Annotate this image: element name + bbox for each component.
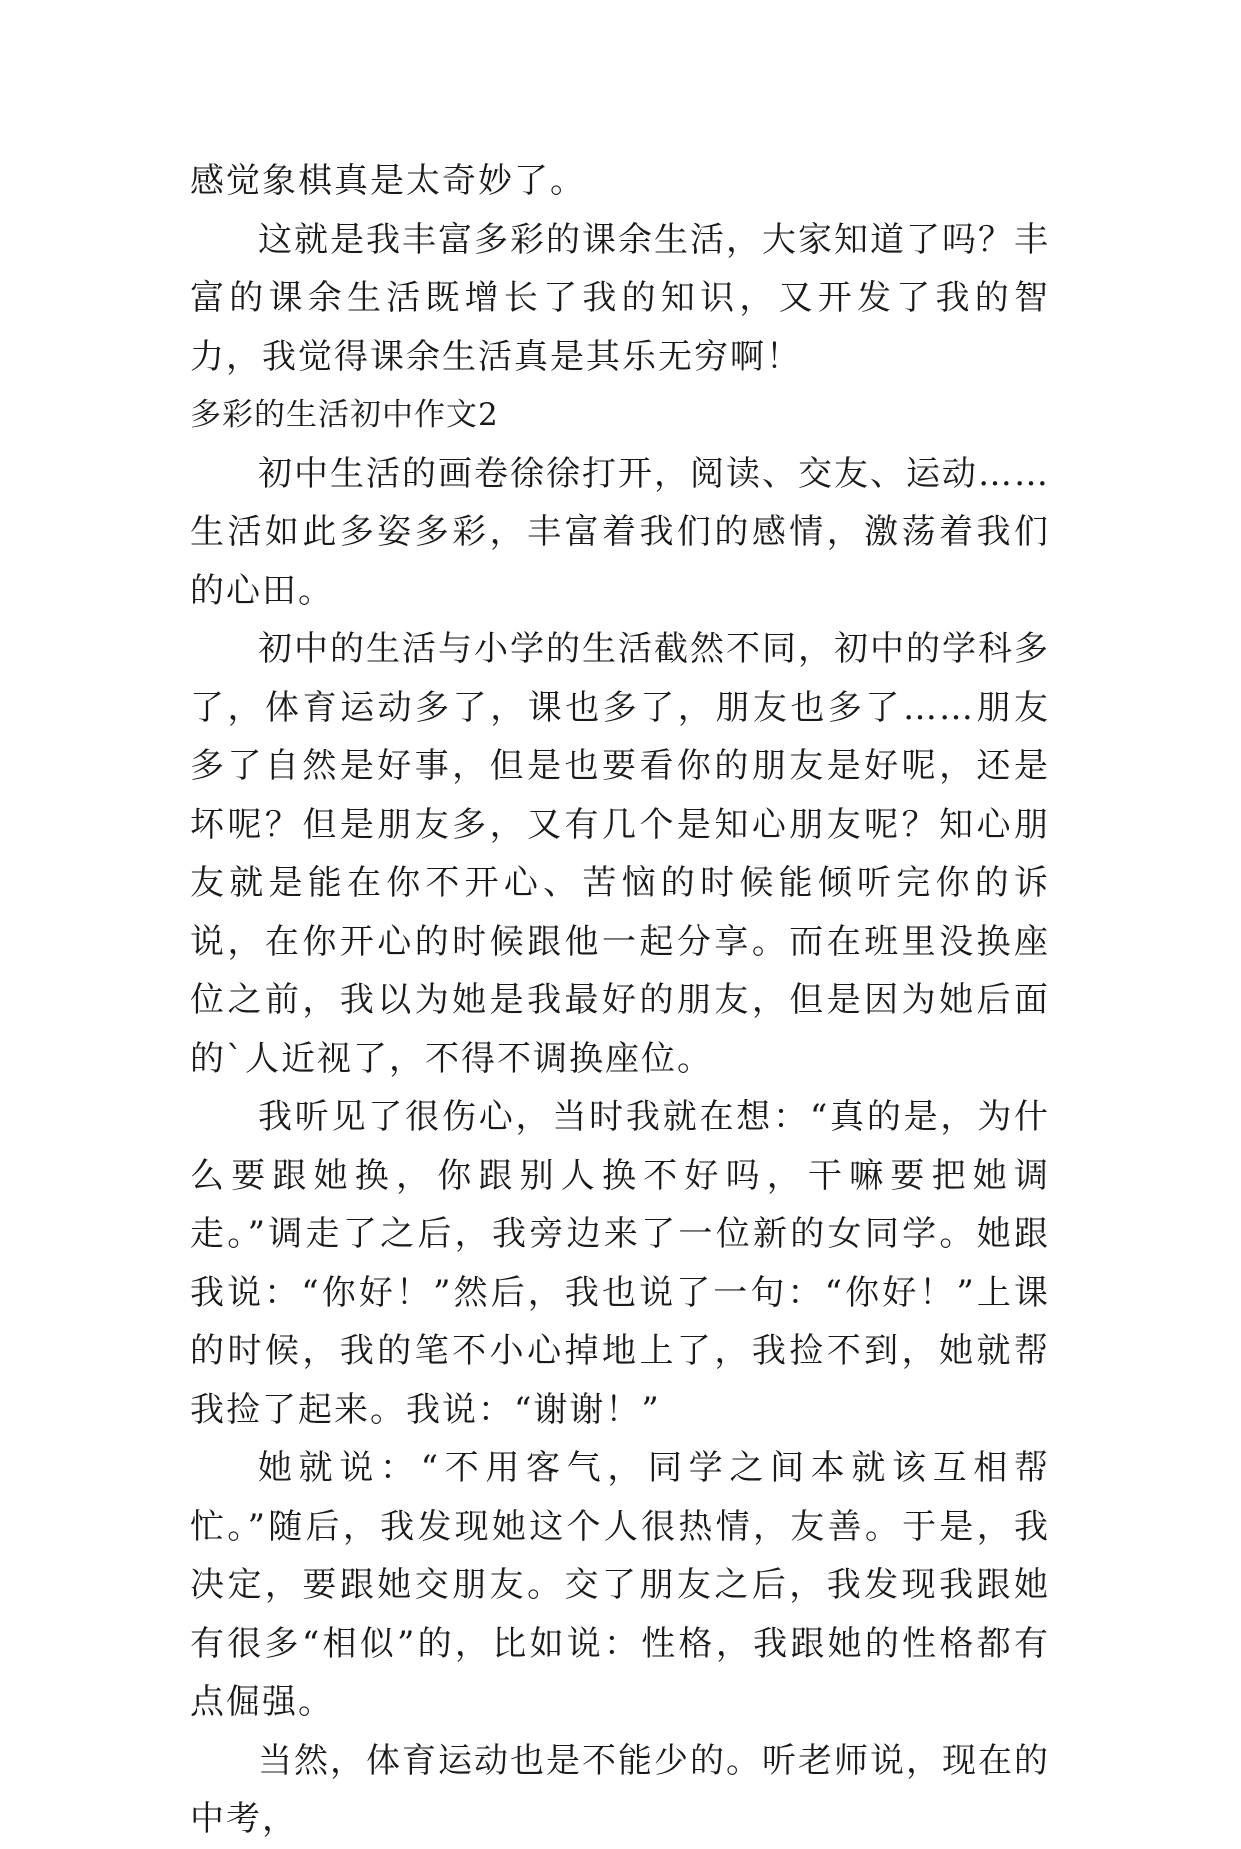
paragraph: 这就是我丰富多彩的课余生活，大家知道了吗？丰富的课余生活既增长了我的知识，又开发了我的智力，我觉得课余生活真是其乐无穷啊！ (190, 219, 1050, 377)
paragraph: 我听见了很伤心，当时我就在想：“真的是，为什么要跟她换，你跟别人换不好吗，干嘛要把她调走。”调走了之后，我旁边来了一位新的女同学。她跟我说：“你好！”然后，我也说了一句：“你好！”上课的时候，我的笔不小心掉地上了，我捡不到，她就帮我捡了起来。我说：“谢谢！” (190, 1097, 1050, 1430)
paragraph: 初中生活的画卷徐徐打开，阅读、交友、运动……生活如此多姿多彩，丰富着我们的感情，激荡着我们的心田。 (190, 453, 1050, 611)
paragraph: 初中的生活与小学的生活截然不同，初中的学科多了，体育运动多了，课也多了，朋友也多了……朋友多了自然是好事，但是也要看你的朋友是好呢，还是坏呢？但是朋友多，又有几个是知心朋友呢？知心朋友就是能在你不开心、苦恼的时候能倾听完你的诉说，在你开心的时候跟他一起分享。而在班里没换座位之前，我以为她是我最好的朋友，但是因为她后面的`人近视了，不得不调换座位。 (190, 629, 1050, 1079)
paragraph: 当然，体育运动也是不能少的。听老师说，现在的中考， (190, 1740, 1050, 1839)
article-body (190, 152, 1050, 1849)
paragraph-continuation: 感觉象棋真是太奇妙了。 (190, 161, 586, 201)
paragraph: 她就说：“不用客气，同学之间本就该互相帮忙。”随后，我发现她这个人很热情，友善。于是，我决定，要跟她交朋友。交了朋友之后，我发现我跟她有很多“相似”的，比如说：性格，我跟她的性格都有点倔强。 (190, 1448, 1050, 1722)
section-heading: 多彩的生活初中作文2 (190, 397, 499, 433)
